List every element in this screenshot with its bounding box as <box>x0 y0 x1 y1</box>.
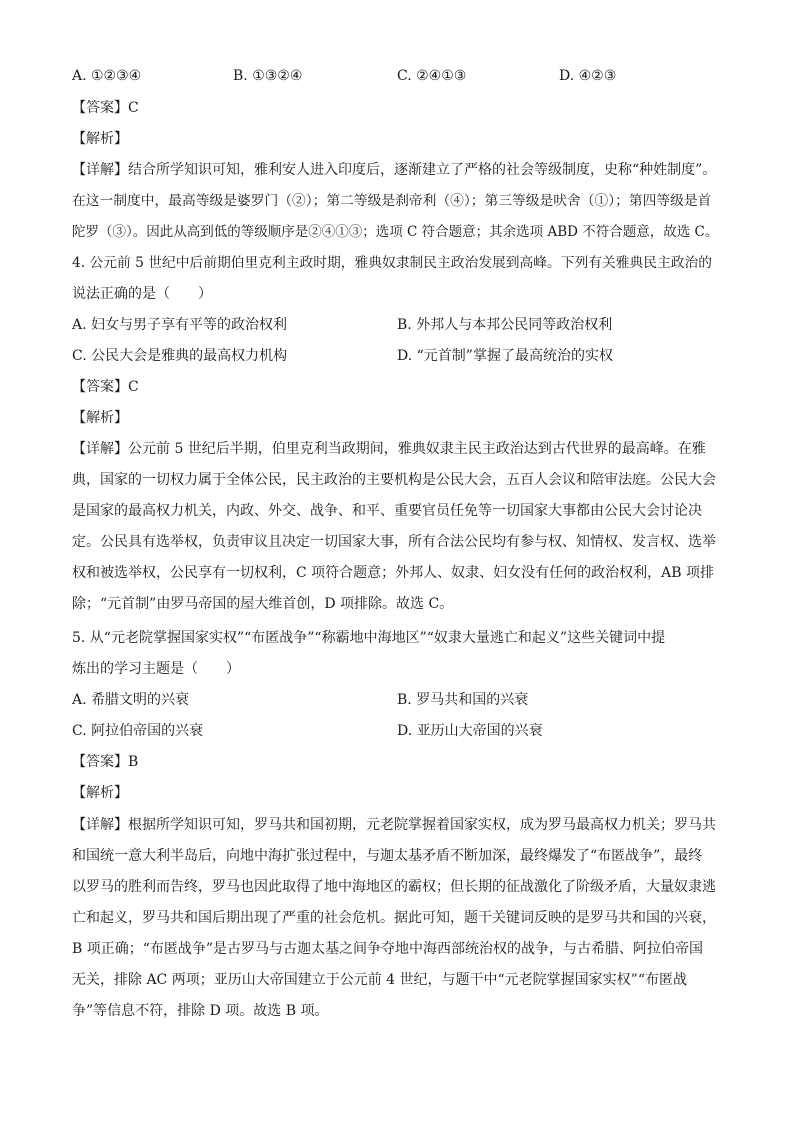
q5-detail-line: 和国统一意大利半岛后，向地中海扩张过程中，与迦太基矛盾不断加深，最终爆发了“布匿战争”，最终 <box>72 848 703 864</box>
q5-detail-line: 争”等信息不符，排除 D 项。故选 B 项。 <box>72 1003 329 1019</box>
q3-option-c: C. ②④①③ <box>397 68 467 84</box>
q4-stem-line: 说法正确的是（ ） <box>72 286 212 302</box>
q3-option-d: D. ④②③ <box>559 68 617 84</box>
q5-answer: 【答案】B <box>72 754 139 770</box>
q4-detail-line: 定。公民具有选举权，负责审议且决定一切国家大事，所有合法公民均有参与权、知情权、发言权、选举 <box>72 534 716 550</box>
q3-answer: 【答案】C <box>72 100 139 116</box>
q4-option-b: B. 外邦人与本邦公民同等政治权利 <box>397 317 613 333</box>
q5-stem-line: 炼出的学习主题是（ ） <box>72 661 240 677</box>
q5-option-c: C. 阿拉伯帝国的兴衰 <box>72 723 204 739</box>
q5-detail-line: B 项正确；“布匿战争”是古罗马与古迦太基之间争夺地中海西部统治权的战争，与古希腊、阿拉伯帝国 <box>72 941 704 957</box>
q5-detail-line: 无关，排除 AC 两项；亚历山大帝国建立于公元前 4 世纪，与题干中“元老院掌握国家实权”“布匿战 <box>72 972 687 988</box>
q5-detail-line: 亡和起义，罗马共和国后期出现了严重的社会危机。据此可知，题干关键词反映的是罗马共和国的兴衰， <box>72 910 716 926</box>
q4-option-a: A. 妇女与男子享有平等的政治权利 <box>72 317 288 333</box>
q4-option-c: C. 公民大会是雅典的最高权力机构 <box>72 348 288 364</box>
q5-stem-line: 5. 从“元老院掌握国家实权”“布匿战争”“称霸地中海地区”“奴隶大量逃亡和起义”这些关键词中提 <box>72 630 666 646</box>
q3-option-b: B. ①③②④ <box>233 68 303 84</box>
q4-option-d: D. “元首制”掌握了最高统治的实权 <box>397 348 613 364</box>
q3-detail-line: 陀罗（③）。因此从高到低的等级顺序是②④①③；选项 C 符合题意；其余选项 ABD 不符合题意，故选 C。 <box>72 224 719 240</box>
q4-answer: 【答案】C <box>72 379 139 395</box>
q5-option-a: A. 希腊文明的兴衰 <box>72 692 190 708</box>
q3-detail-line: 在这一制度中，最高等级是婆罗门（②）；第二等级是刹帝利（④）；第三等级是吠舍（①）；第四等级是首 <box>72 193 712 209</box>
q5-option-d: D. 亚历山大帝国的兴衰 <box>397 723 543 739</box>
q4-detail-line: 【详解】公元前 5 世纪后半期，伯里克利当政期间，雅典奴隶主民主政治达到古代世界的最高峰。在雅 <box>72 441 706 457</box>
q3-analysis-heading: 【解析】 <box>72 131 128 147</box>
q5-detail-line: 【详解】根据所学知识可知，罗马共和国初期，元老院掌握着国家实权，成为罗马最高权力机关；罗马共 <box>72 817 716 833</box>
q4-analysis-heading: 【解析】 <box>72 410 128 426</box>
q4-detail-line: 典，国家的一切权力属于全体公民，民主政治的主要机构是公民大会，五百人会议和陪审法庭。公民大会 <box>72 472 716 488</box>
q4-stem-line: 4. 公元前 5 世纪中后前期伯里克利主政时期，雅典奴隶制民主政治发展到高峰。下列有关雅典民主政治的 <box>72 255 712 271</box>
q4-detail-line: 是国家的最高权力机关，内政、外交、战争、和平、重要官员任免等一切国家大事都由公民大会讨论决 <box>72 503 702 519</box>
q5-option-b: B. 罗马共和国的兴衰 <box>397 692 529 708</box>
q4-detail-line: 权和被选举权，公民享有一切权利，C 项符合题意；外邦人、奴隶、妇女没有任何的政治权利，AB 项排 <box>72 565 715 581</box>
q5-detail-line: 以罗马的胜利而告终，罗马也因此取得了地中海地区的霸权；但长期的征战激化了阶级矛盾，大量奴隶逃 <box>72 879 716 895</box>
q4-detail-line: 除；“元首制”由罗马帝国的屋大维首创，D 项排除。故选 C。 <box>72 596 454 612</box>
q3-detail-line: 【详解】结合所学知识可知，雅利安人进入印度后，逐渐建立了严格的社会等级制度，史称“种姓制度”。 <box>72 162 717 178</box>
q3-option-a: A. ①②③④ <box>72 68 142 84</box>
q5-analysis-heading: 【解析】 <box>72 785 128 801</box>
